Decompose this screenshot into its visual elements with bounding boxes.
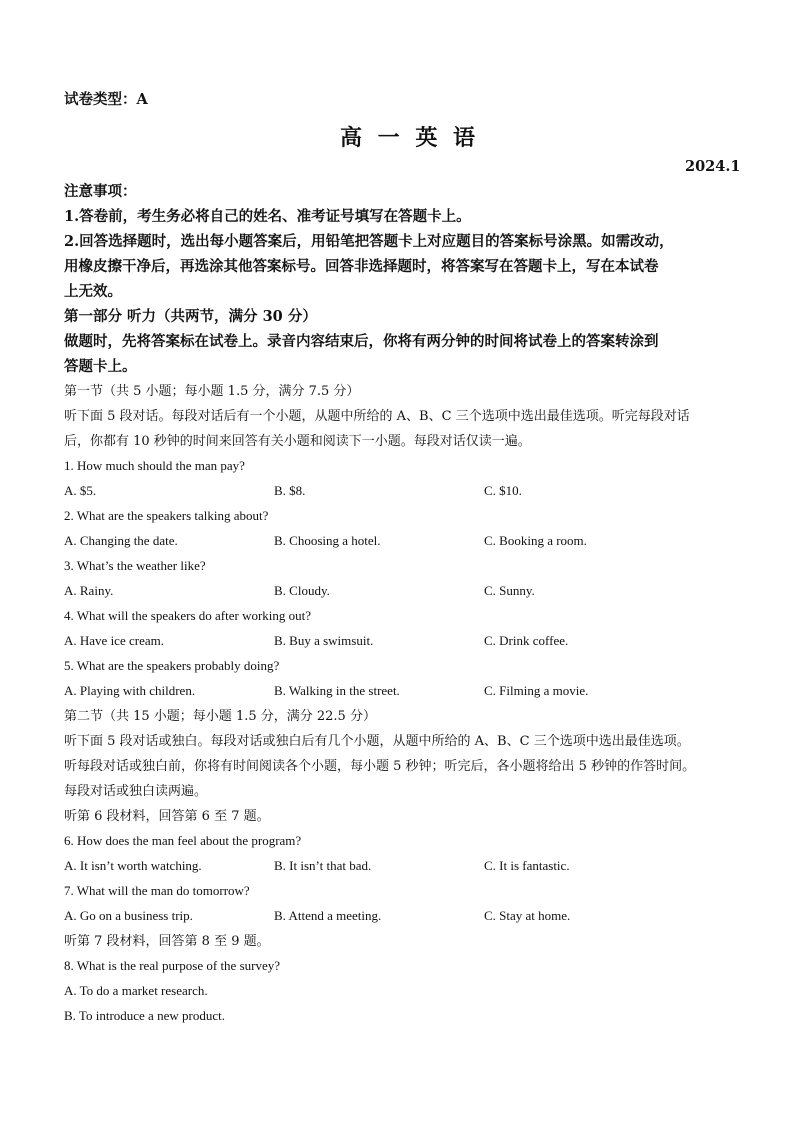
paper-type: 试卷类型：A — [64, 91, 148, 108]
question-6-option-c: C. It is fantastic. — [484, 858, 570, 873]
question-7-option-a: A. Go on a business trip. — [64, 908, 193, 923]
question-4-option-b: B. Buy a swimsuit. — [274, 633, 374, 648]
section2-heading: 第二节（共 15 小题；每小题 1.5 分，满分 22.5 分） — [64, 709, 376, 724]
material-7-instruction: 听第 7 段材料，回答第 8 至 9 题。 — [64, 934, 270, 949]
question-5-option-a: A. Playing with children. — [64, 683, 196, 698]
section1-instructions-line-2: 后，你都有 10 秒钟的时间来回答有关小题和阅读下一小题。每段对话仅读一遍。 — [64, 434, 531, 449]
section1-heading: 第一节（共 5 小题；每小题 1.5 分，满分 7.5 分） — [64, 384, 360, 399]
section2-instructions-line-1: 听下面 5 段对话或独白。每段对话或独白后有几个小题，从题中所给的 A、B、C 三个选项中选出最佳选项。 — [64, 734, 690, 749]
question-2: 2. What are the speakers talking about? — [64, 508, 269, 523]
question-1-option-b: B. $8. — [274, 483, 306, 498]
notes-item-2-line-1: 2.回答选择题时，选出每小题答案后，用铅笔把答题卡上对应题目的答案标号涂黑。如需改动， — [64, 233, 674, 250]
question-1-option-c: C. $10. — [484, 483, 522, 498]
part1-intro-line-2: 答题卡上。 — [64, 358, 137, 375]
question-1: 1. How much should the man pay? — [64, 458, 245, 473]
question-4-option-c: C. Drink coffee. — [484, 633, 569, 648]
question-1-option-a: A. $5. — [64, 483, 97, 498]
question-3-option-a: A. Rainy. — [64, 583, 114, 598]
question-8: 8. What is the real purpose of the survey? — [64, 958, 280, 973]
question-2-option-c: C. Booking a room. — [484, 533, 587, 548]
question-6: 6. How does the man feel about the program? — [64, 833, 302, 848]
part1-intro-line-1: 做题时，先将答案标在试卷上。录音内容结束后，你将有两分钟的时间将试卷上的答案转涂到 — [64, 333, 659, 350]
section1-instructions-line-1: 听下面 5 段对话。每段对话后有一个小题，从题中所给的 A、B、C 三个选项中选出最佳选项。听完每段对话 — [64, 409, 690, 424]
question-5: 5. What are the speakers probably doing? — [64, 658, 280, 673]
notes-heading: 注意事项： — [64, 183, 137, 200]
part1-heading: 第一部分 听力（共两节，满分 30 分） — [64, 308, 317, 325]
question-7: 7. What will the man do tomorrow? — [64, 883, 250, 898]
question-7-option-c: C. Stay at home. — [484, 908, 571, 923]
notes-item-2-line-2: 用橡皮擦干净后，再选涂其他答案标号。回答非选择题时，将答案写在答题卡上，写在本试卷 — [64, 258, 659, 275]
notes-item-1: 1.答卷前，考生务必将自己的姓名、准考证号填写在答题卡上。 — [64, 208, 471, 225]
material-6-instruction: 听第 6 段材料，回答第 6 至 7 题。 — [64, 809, 270, 824]
question-5-option-b: B. Walking in the street. — [274, 683, 400, 698]
notes-item-2-line-3: 上无效。 — [64, 283, 122, 300]
question-4: 4. What will the speakers do after working out? — [64, 608, 312, 623]
question-3-option-b: B. Cloudy. — [274, 583, 330, 598]
question-7-option-b: B. Attend a meeting. — [274, 908, 382, 923]
question-4-option-a: A. Have ice cream. — [64, 633, 164, 648]
question-8-option-b: B. To introduce a new product. — [64, 1008, 225, 1023]
question-3: 3. What’s the weather like? — [64, 558, 206, 573]
question-2-option-a: A. Changing the date. — [64, 533, 178, 548]
question-5-option-c: C. Filming a movie. — [484, 683, 589, 698]
section2-instructions-line-2: 听每段对话或独白前，你将有时间阅读各个小题，每小题 5 秒钟；听完后，各小题将给出 5 秒钟的作答时间。 — [64, 759, 696, 774]
page-title: 高 一 英 语 — [340, 125, 479, 151]
question-6-option-b: B. It isn’t that bad. — [274, 858, 372, 873]
question-6-option-a: A. It isn’t worth watching. — [64, 858, 202, 873]
section2-instructions-line-3: 每段对话或独白读两遍。 — [64, 784, 208, 799]
question-8-option-a: A. To do a market research. — [64, 983, 208, 998]
exam-date: 2024.1 — [685, 158, 741, 175]
question-2-option-b: B. Choosing a hotel. — [274, 533, 381, 548]
question-3-option-c: C. Sunny. — [484, 583, 535, 598]
